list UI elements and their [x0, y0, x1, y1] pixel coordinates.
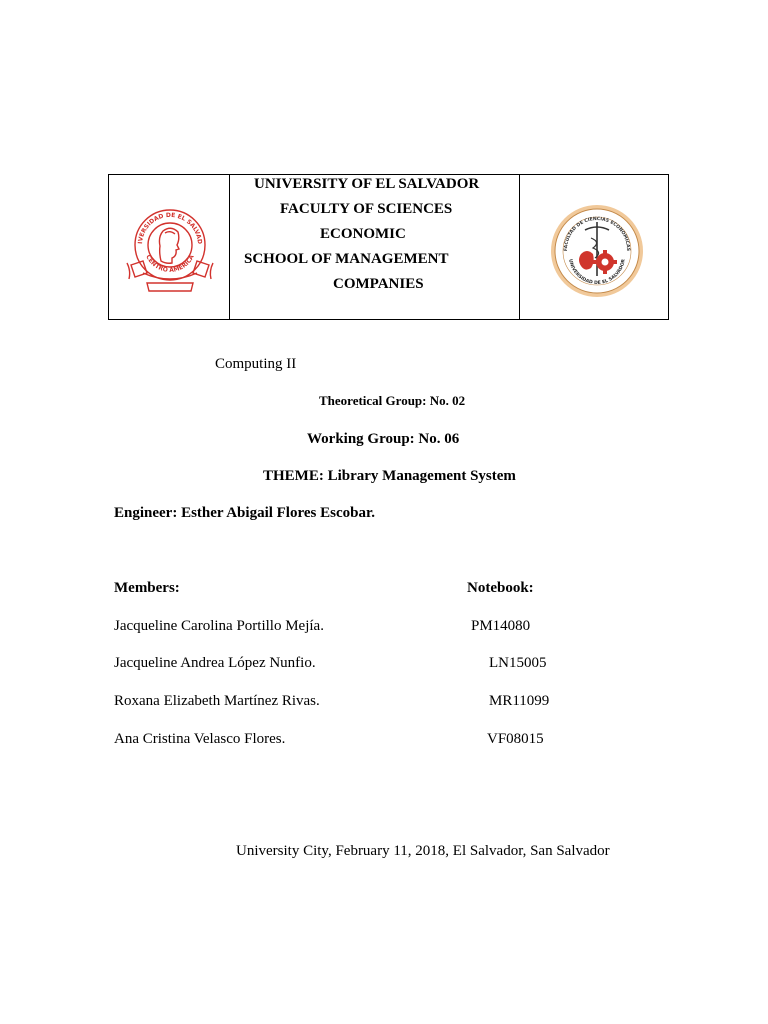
school-name: SCHOOL OF MANAGEMENT [244, 251, 449, 267]
member-notebook: VF08015 [487, 731, 544, 747]
working-group: Working Group: No. 06 [307, 431, 460, 447]
member-notebook: MR11099 [489, 693, 550, 709]
faculty-name: FACULTY OF SCIENCES [280, 201, 453, 217]
svg-text:FACULTAD DE CIENCIAS ECONOMICA: FACULTAD DE CIENCIAS ECONOMICAS [563, 216, 631, 252]
notebook-header: Notebook: [467, 580, 534, 596]
footer-location-date: University City, February 11, 2018, El Salvador, San Salvador [236, 843, 610, 859]
svg-text:CENTRO AMERICA: CENTRO AMERICA [144, 253, 196, 274]
member-notebook: LN15005 [489, 655, 547, 671]
engineer: Engineer: Esther Abigail Flores Escobar. [114, 505, 375, 521]
member-name: Jacqueline Carolina Portillo Mejía. [114, 618, 324, 634]
member-name: Roxana Elizabeth Martínez Rivas. [114, 693, 320, 709]
members-header: Members: [114, 580, 180, 596]
svg-text:UNIVERSIDAD DE EL SALVADOR: IVERSIDAD DE EL SALVAD [137, 211, 204, 245]
faculty-economics-emblem-icon [549, 204, 645, 300]
school-name-line2: COMPANIES [333, 276, 424, 292]
member-name: Jacqueline Andrea López Nunfio. [114, 655, 316, 671]
svg-text:UNIVERSIDAD DE EL SALVADOR: UNIVERSIDAD DE EL SALVADOR [567, 258, 627, 287]
member-name: Ana Cristina Velasco Flores. [114, 731, 286, 747]
faculty-name-line2: ECONOMIC [320, 226, 406, 242]
theme: THEME: Library Management System [263, 468, 516, 484]
university-name: UNIVERSITY OF EL SALVADOR [254, 176, 480, 192]
course-name: Computing II [215, 356, 297, 372]
table-divider [229, 175, 230, 319]
university-seal-icon [125, 201, 215, 297]
theoretical-group: Theoretical Group: No. 02 [319, 393, 466, 408]
header-table [108, 174, 669, 320]
table-divider [519, 175, 520, 319]
member-notebook: PM14080 [471, 618, 531, 634]
